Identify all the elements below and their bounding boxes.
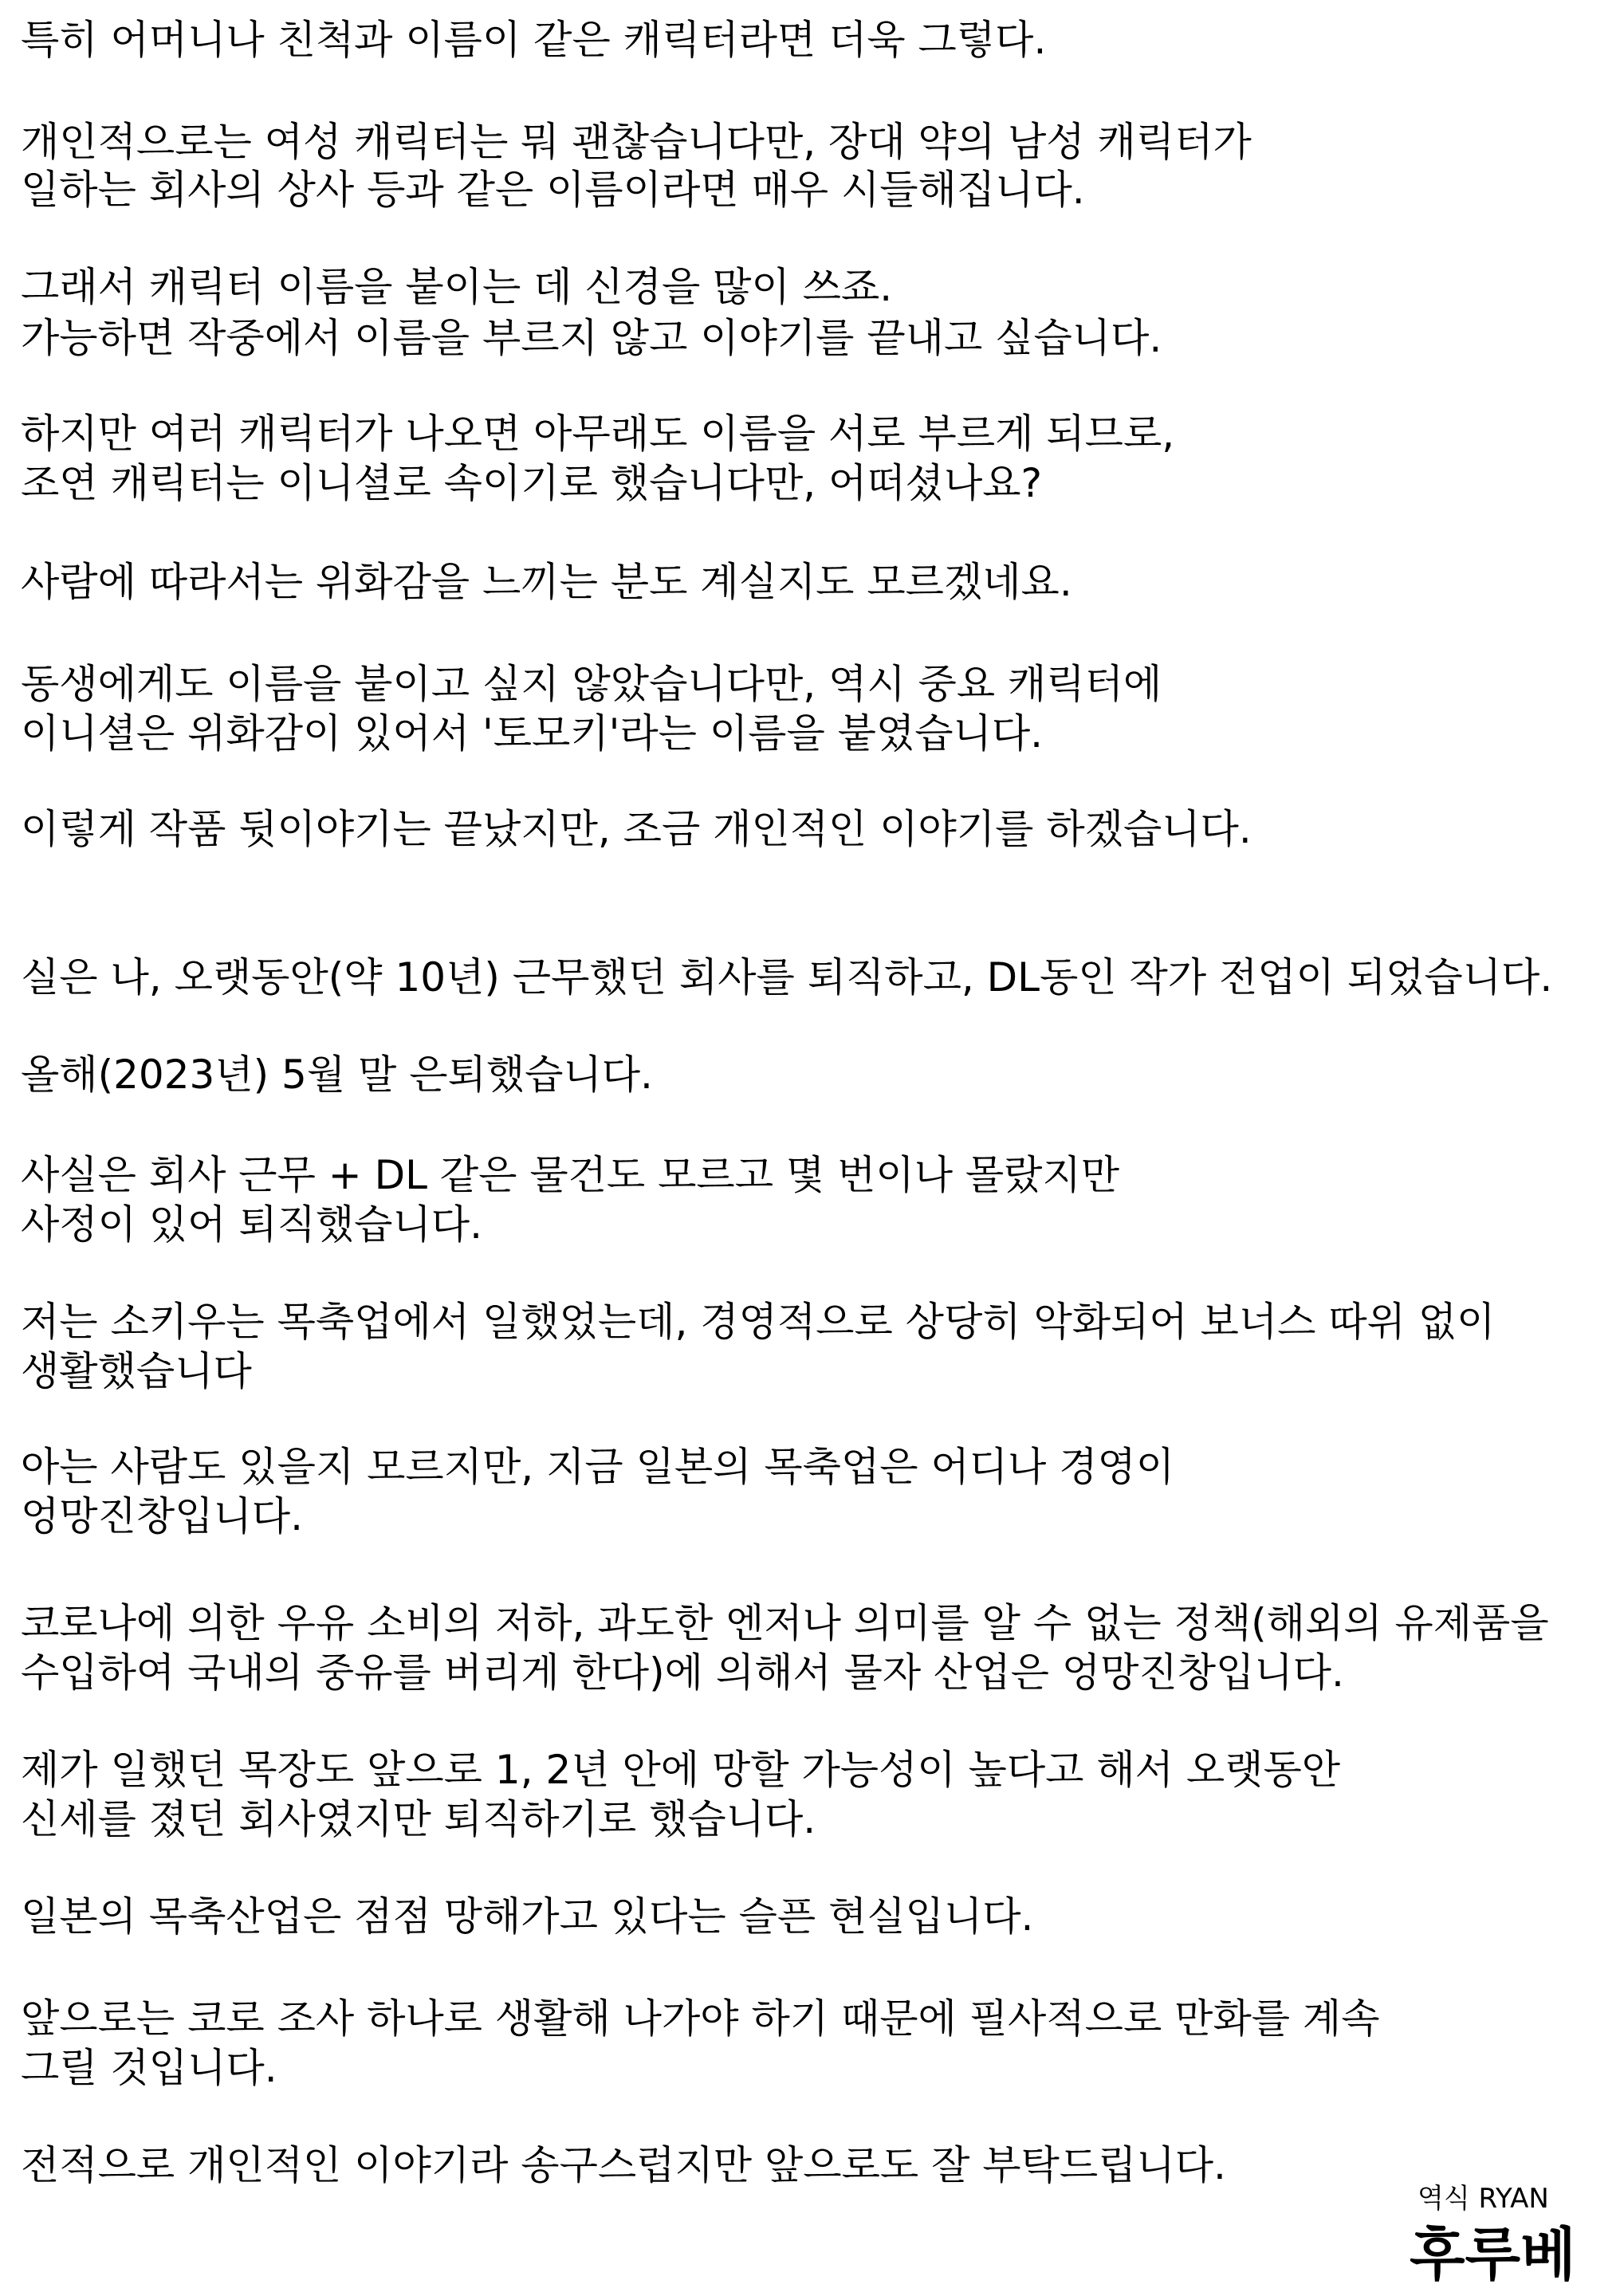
text-line: 신세를 졌던 회사였지만 퇴직하기로 했습니다. [21, 1796, 816, 1842]
author-signature: 후루베 [1410, 2221, 1576, 2288]
text-line: 엉망진창입니다. [21, 1493, 303, 1539]
text-line: 이니셜은 위화감이 있어서 '토모키'라는 이름을 붙였습니다. [21, 710, 1044, 757]
translator-credit: 역식 RYAN [1418, 2183, 1549, 2215]
text-line: 특히 어머니나 친척과 이름이 같은 캐릭터라면 더욱 그렇다. [21, 17, 1047, 63]
text-line: 실은 나, 오랫동안(약 10년) 근무했던 회사를 퇴직하고, DL동인 작가 전업이 되었습니다. [21, 954, 1553, 1001]
text-line: 저는 소키우는 목축업에서 일했었는데, 경영적으로 상당히 악화되어 보너스 따위 없이 [21, 1299, 1496, 1345]
text-line: 그릴 것입니다. [21, 2045, 277, 2091]
text-line: 생활했습니다 [21, 1348, 252, 1394]
text-line: 가능하면 작중에서 이름을 부르지 않고 이야기를 끝내고 싶습니다. [21, 315, 1162, 361]
text-line: 사실은 회사 근무 + DL 같은 물건도 모르고 몇 번이나 몰랐지만 [21, 1152, 1120, 1198]
text-line: 코로나에 의한 우유 소비의 저하, 과도한 엔저나 의미를 알 수 없는 정책(해외의 유제품을 [21, 1600, 1549, 1646]
text-line: 동생에게도 이름을 붙이고 싶지 않았습니다만, 역시 중요 캐릭터에 [21, 661, 1162, 707]
text-line: 제가 일했던 목장도 앞으로 1, 2년 안에 망할 가능성이 높다고 해서 오랫동안 [21, 1747, 1341, 1793]
text-line: 조연 캐릭터는 이니셜로 속이기로 했습니다만, 어떠셨나요? [21, 460, 1043, 506]
text-line: 이렇게 작품 뒷이야기는 끝났지만, 조금 개인적인 이야기를 하겠습니다. [21, 806, 1252, 852]
text-line: 사정이 있어 퇴직했습니다. [21, 1201, 482, 1248]
text-line: 일하는 회사의 상사 등과 같은 이름이라면 매우 시들해집니다. [21, 167, 1085, 213]
text-line: 사람에 따라서는 위화감을 느끼는 분도 계실지도 모르겠네요. [21, 559, 1072, 605]
text-line: 그래서 캐릭터 이름을 붙이는 데 신경을 많이 쓰죠. [21, 264, 893, 310]
text-line: 앞으로는 코로 조사 하나로 생활해 나가야 하기 때문에 필사적으로 만화를 계속 [21, 1995, 1380, 2042]
text-line: 올해(2023년) 5월 말 은퇴했습니다. [21, 1052, 653, 1098]
text-line: 수입하여 국내의 중유를 버리게 한다)에 의해서 물자 산업은 엉망진창입니다. [21, 1649, 1344, 1696]
text-line: 개인적으로는 여성 캐릭터는 뭐 괜찮습니다만, 장대 약의 남성 캐릭터가 [21, 119, 1252, 165]
text-line: 아는 사람도 있을지 모르지만, 지금 일본의 목축업은 어디나 경영이 [21, 1444, 1175, 1490]
text-line: 일본의 목축산업은 점점 망해가고 있다는 슬픈 현실입니다. [21, 1893, 1034, 1940]
text-line: 하지만 여러 캐릭터가 나오면 아무래도 이름을 서로 부르게 되므로, [21, 411, 1175, 457]
text-line: 전적으로 개인적인 이야기라 송구스럽지만 앞으로도 잘 부탁드립니다. [21, 2142, 1226, 2188]
